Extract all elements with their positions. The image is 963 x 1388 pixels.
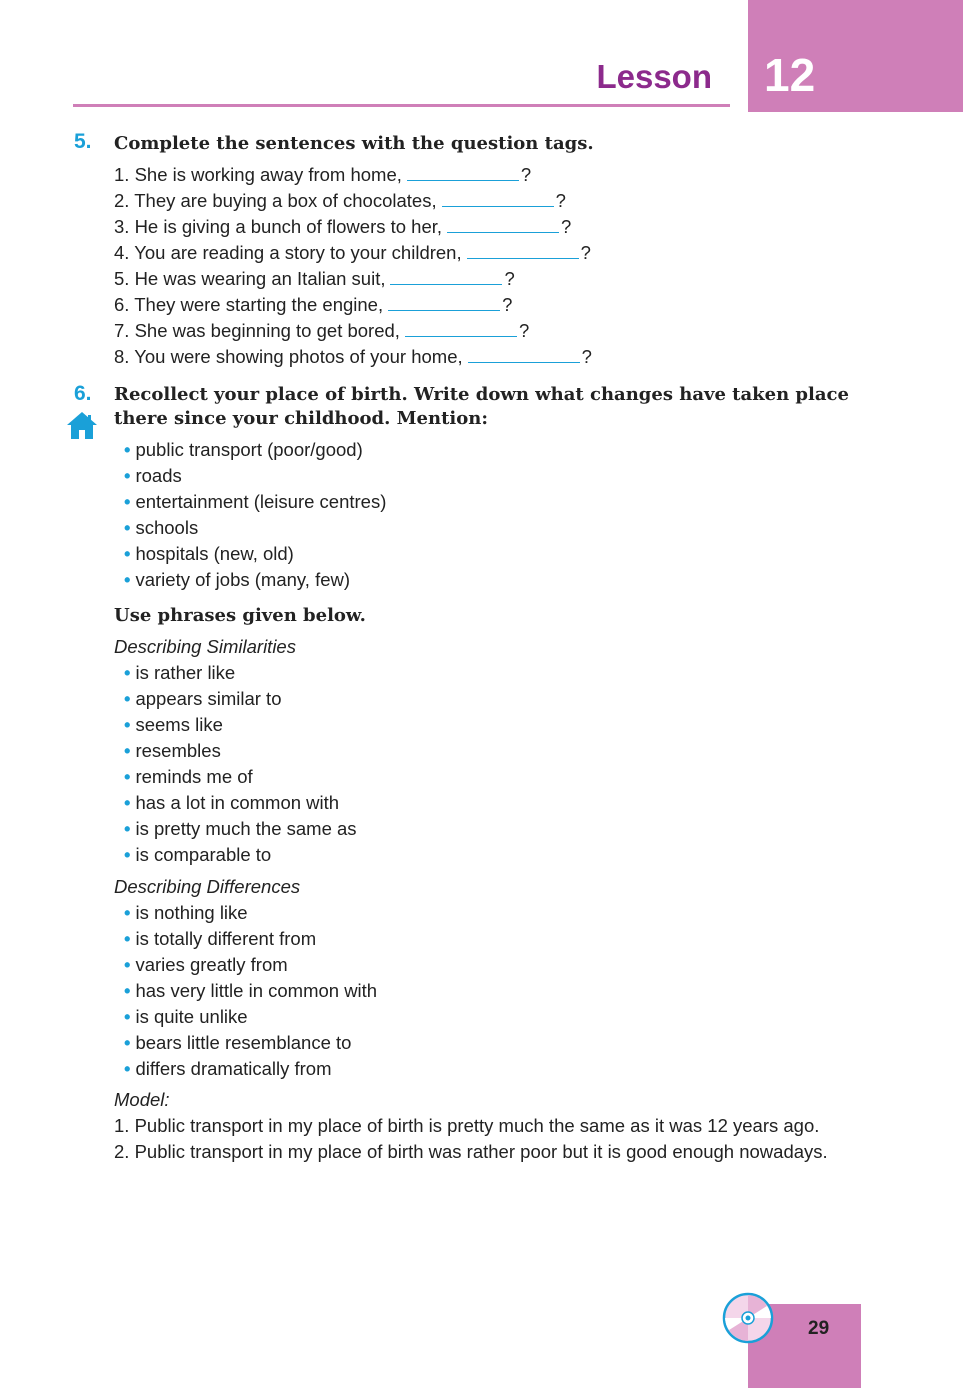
model-label: Model: (114, 1089, 170, 1110)
list-item: • has a lot in common with (124, 792, 340, 813)
list-item: • schools (124, 517, 199, 538)
list-item: • roads (124, 465, 182, 486)
bullet-icon: • (124, 740, 131, 761)
cd-icon (722, 1292, 774, 1344)
sentence-item: 1. She is working away from home, ? (114, 164, 532, 185)
answer-blank[interactable] (390, 270, 502, 285)
bullet-icon: • (124, 517, 131, 538)
list-item: • is comparable to (124, 844, 272, 865)
list-item: • variety of jobs (many, few) (124, 569, 351, 590)
exercise-number-6: 6. (74, 382, 92, 405)
bullet-icon: • (124, 792, 131, 813)
bullet-icon: • (124, 980, 131, 1001)
differences-label: Describing Differences (114, 876, 301, 897)
sentence-item: 2. They are buying a box of chocolates, ? (114, 190, 566, 211)
exercise-number-5: 5. (74, 130, 92, 153)
sentence-item: 8. You were showing photos of your home, ? (114, 346, 592, 367)
lesson-number-box (748, 0, 963, 112)
bullet-icon: • (124, 954, 131, 975)
exercise-6-heading-line2: there since your childhood. Mention: (114, 408, 488, 429)
bullet-icon: • (124, 902, 131, 923)
list-item: • seems like (124, 714, 223, 735)
use-phrases-heading: Use phrases given below. (114, 605, 366, 626)
list-item: • reminds me of (124, 766, 253, 787)
list-item: • bears little resemblance to (124, 1032, 352, 1053)
bullet-icon: • (124, 818, 131, 839)
sentence-item: 4. You are reading a story to your children, ? (114, 242, 591, 263)
list-item: • is quite unlike (124, 1006, 248, 1027)
answer-blank[interactable] (442, 192, 554, 207)
model-sentence: 1. Public transport in my place of birth is pretty much the same as it was 12 years ago. (114, 1115, 820, 1136)
bullet-icon: • (124, 569, 131, 590)
lesson-number: 12 (764, 49, 816, 101)
lesson-label: Lesson (596, 58, 712, 95)
bullet-icon: • (124, 1032, 131, 1053)
answer-blank[interactable] (388, 296, 500, 311)
sentence-item: 5. He was wearing an Italian suit, ? (114, 268, 515, 289)
bullet-icon: • (124, 928, 131, 949)
bullet-icon: • (124, 1006, 131, 1027)
list-item: • has very little in common with (124, 980, 378, 1001)
answer-blank[interactable] (447, 218, 559, 233)
bullet-icon: • (124, 688, 131, 709)
sentence-item: 6. They were starting the engine, ? (114, 294, 513, 315)
list-item: • varies greatly from (124, 954, 288, 975)
list-item: • is totally different from (124, 928, 317, 949)
list-item: • resembles (124, 740, 221, 761)
bullet-icon: • (124, 714, 131, 735)
page-number: 29 (808, 1318, 830, 1339)
home-icon (66, 410, 98, 440)
exercise-6-heading-line1: Recollect your place of birth. Write down what changes have taken place (114, 384, 849, 405)
bullet-icon: • (124, 465, 131, 486)
similarities-label: Describing Similarities (114, 636, 296, 657)
list-item: • is rather like (124, 662, 236, 683)
list-item: • entertainment (leisure centres) (124, 491, 387, 512)
header-rule (73, 104, 730, 107)
answer-blank[interactable] (467, 244, 579, 259)
bullet-icon: • (124, 844, 131, 865)
answer-blank[interactable] (405, 322, 517, 337)
bullet-icon: • (124, 439, 131, 460)
list-item: • is nothing like (124, 902, 248, 923)
bullet-icon: • (124, 662, 131, 683)
bullet-icon: • (124, 1058, 131, 1079)
list-item: • differs dramatically from (124, 1058, 332, 1079)
list-item: • is pretty much the same as (124, 818, 357, 839)
answer-blank[interactable] (407, 166, 519, 181)
answer-blank[interactable] (468, 348, 580, 363)
list-item: • appears similar to (124, 688, 282, 709)
bullet-icon: • (124, 491, 131, 512)
list-item: • public transport (poor/good) (124, 439, 363, 460)
model-sentence: 2. Public transport in my place of birth was rather poor but it is good enough nowadays. (114, 1141, 828, 1162)
sentence-item: 7. She was beginning to get bored, ? (114, 320, 530, 341)
exercise-5-heading: Complete the sentences with the question tags. (114, 133, 594, 154)
bullet-icon: • (124, 543, 131, 564)
bullet-icon: • (124, 766, 131, 787)
sentence-item: 3. He is giving a bunch of flowers to her, ? (114, 216, 572, 237)
list-item: • hospitals (new, old) (124, 543, 294, 564)
